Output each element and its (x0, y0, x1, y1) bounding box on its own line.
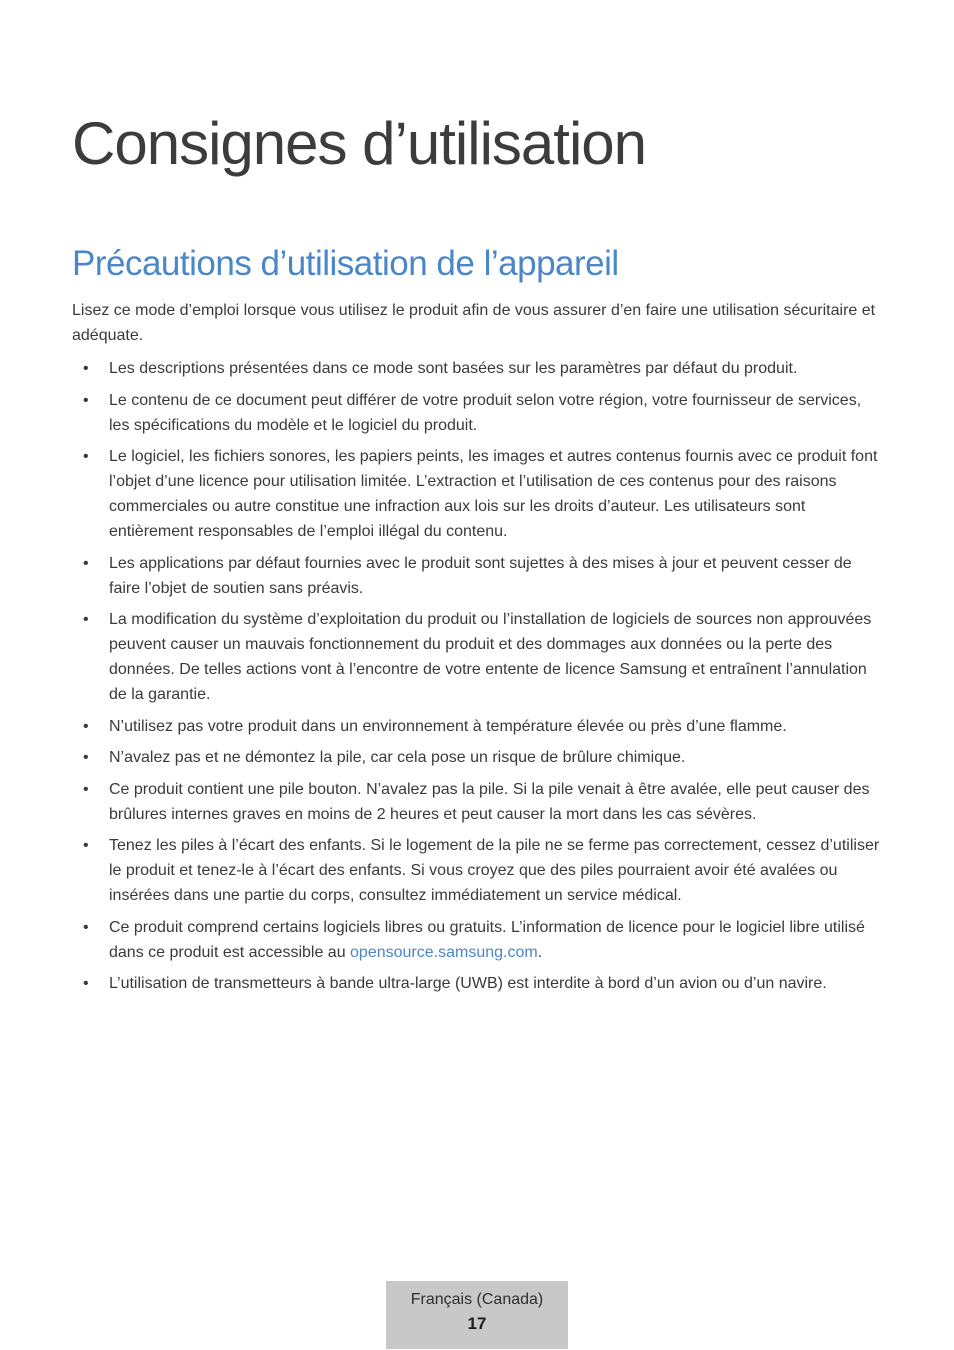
license-text: Ce produit comprend certains logiciels libres ou gratuits. L’information de licence pour le logiciel libre utilisé dans ce produit est accessible au (109, 918, 865, 961)
list-item (72, 745, 884, 770)
list-item-license (72, 915, 884, 965)
bullet-icon: • (83, 717, 89, 735)
bullet-icon: • (83, 554, 89, 572)
footer-language: Français (Canada) (410, 1291, 544, 1308)
bullet-icon: • (83, 837, 89, 854)
list-item (72, 356, 884, 381)
bullet-icon: • (83, 391, 89, 409)
page-number: 17 (467, 1314, 487, 1333)
list-item (72, 833, 884, 908)
list-item (72, 551, 884, 601)
list-item-text: L’utilisation de transmetteurs à bande ultra-large (UWB) est interdite à bord d’un avion ou d’un navire. (109, 975, 827, 992)
list-item (72, 444, 884, 544)
bullet-icon: • (83, 448, 89, 465)
list-item (72, 971, 884, 996)
list-item-text: Les applications par défaut fournies avec le produit sont sujettes à des mises à jour et peuvent cesser de faire l’objet de soutien sans préavis. (109, 554, 852, 597)
list-item (72, 777, 884, 827)
bullet-icon: • (83, 611, 89, 628)
bullet-icon: • (83, 360, 89, 377)
license-text-end: . (537, 943, 543, 961)
bullet-icon: • (83, 749, 89, 766)
list-item-text: Ce produit contient une pile bouton. N’avalez pas la pile. Si la pile venait à être avalée, elle peut causer des brûlures internes graves en moins de 2 heures et peut causer la mort dans les cas sévères. (109, 780, 870, 823)
bullet-icon: • (83, 975, 89, 992)
list-item (72, 607, 884, 707)
bullet-icon: • (83, 780, 89, 798)
list-item-text: Le logiciel, les fichiers sonores, les papiers peints, les images et autres contenus fournis avec ce produit font l’objet d’une licence pour utilisation limitée. L’extraction et l’utilisation de ces contenus pour des raisons commerciales ou autre constitue une infraction aux lois sur les droits d’auteur. Les utilisateurs sont entièrement responsables de l’emploi illégal du contenu. (109, 448, 878, 540)
list-item-text: Les descriptions présentées dans ce mode sont basées sur les paramètres par défaut du produit. (109, 360, 798, 377)
list-item-text: Tenez les piles à l’écart des enfants. Si le logement de la pile ne se ferme pas correctement, cessez d’utiliser le produit et tenez-le à l’écart des enfants. Si vous croyez que des piles pourraient avoir été avalées ou insérées dans une partie du corps, consultez immédiatement un service médical. (109, 837, 880, 904)
list-item (72, 388, 884, 438)
list-item-text: N’avalez pas et ne démontez la pile, car cela pose un risque de brûlure chimique. (109, 749, 686, 766)
list-item-text: La modification du système d’exploitation du produit ou l’installation de logiciels de sources non approuvées peuvent causer un mauvais fonctionnement du produit et des dommages aux données ou la perte des données. De telles actions vont à l’encontre de votre entente de licence Samsung et entraînent l’annulation de la garantie. (109, 611, 872, 703)
opensource-link[interactable]: opensource.samsung.com (350, 943, 538, 961)
intro-paragraph: Lisez ce mode d’emploi lorsque vous utilisez le produit afin de vous assurer d’en faire une utilisation sécuritaire et adéquate. (72, 302, 876, 344)
list-item-text: Le contenu de ce document peut différer de votre produit selon votre région, votre fournisseur de services, les spécifications du modèle et le logiciel du produit. (109, 391, 862, 434)
list-item (72, 714, 884, 739)
section-content (72, 298, 884, 1003)
bullet-icon: • (83, 918, 89, 936)
page-footer (386, 1281, 568, 1349)
section-heading: Précautions d’utilisation de l’appareil (72, 244, 619, 283)
list-item-text: N’utilisez pas votre produit dans un environnement à température élevée ou près d’une flamme. (109, 717, 787, 735)
page-title: Consignes d’utilisation (72, 110, 647, 177)
precautions-list (72, 356, 884, 996)
